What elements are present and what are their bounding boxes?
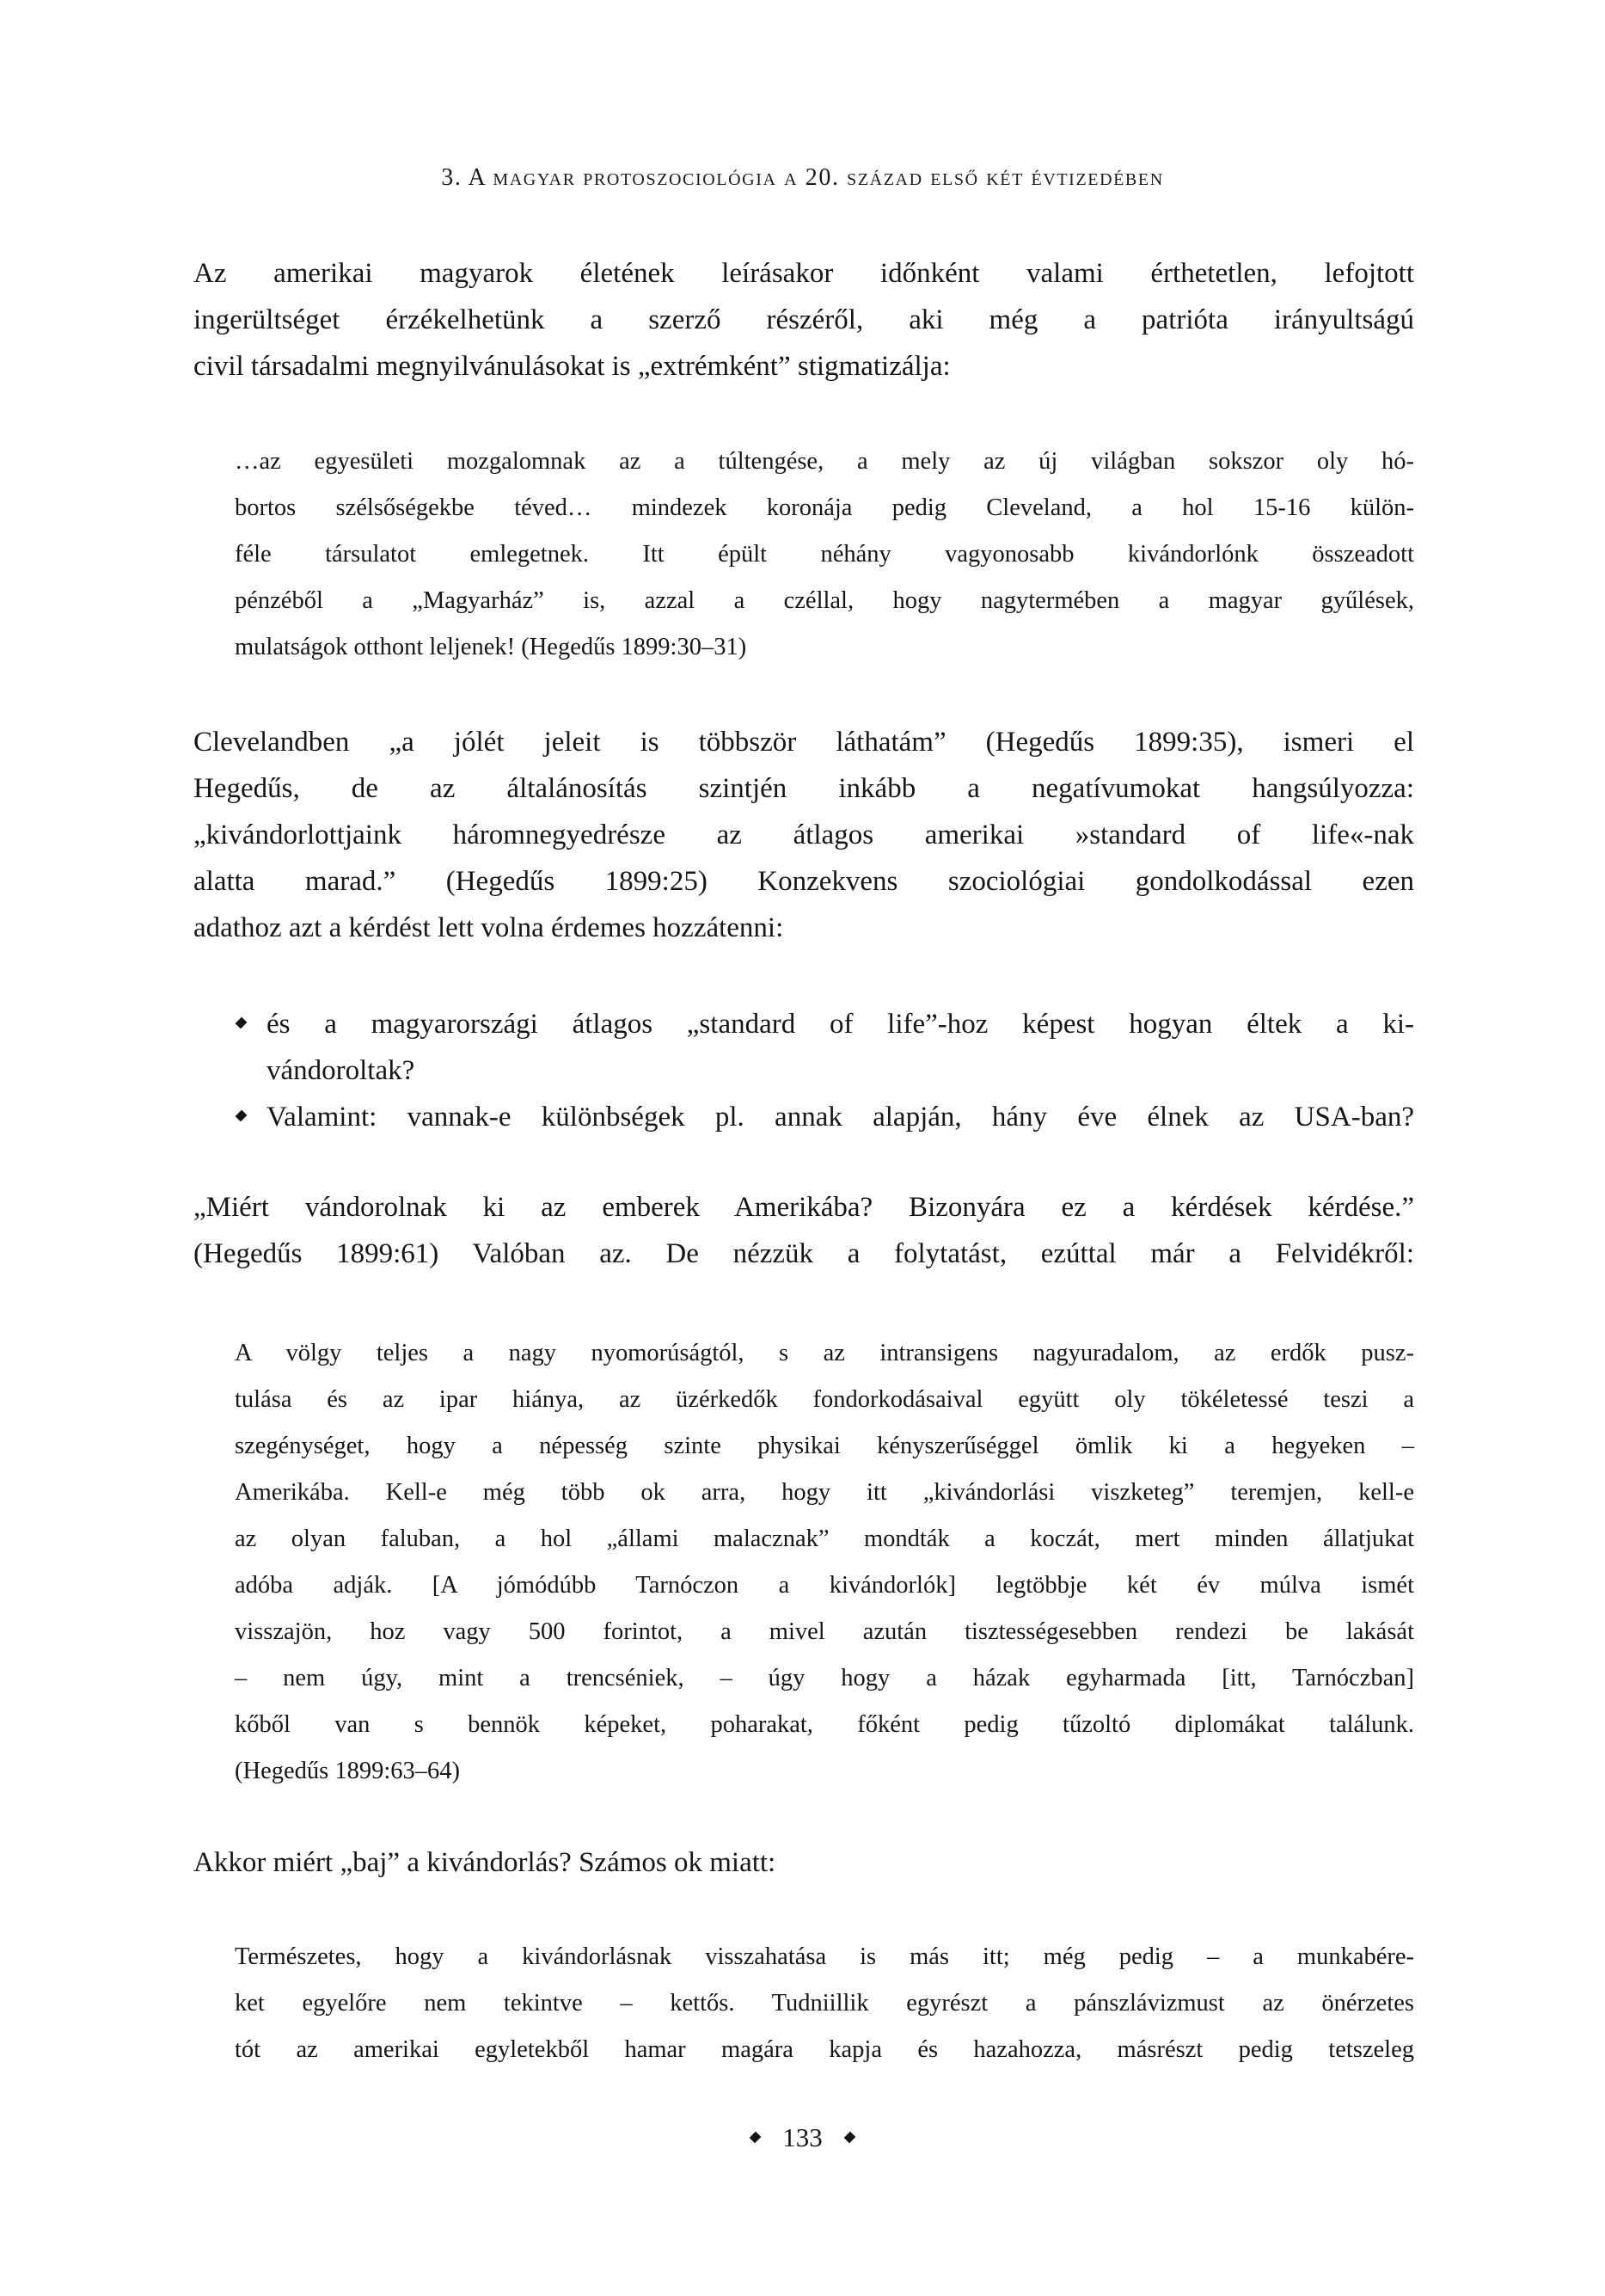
diamond-bullet-icon [236, 1017, 248, 1029]
paragraph-cleveland [193, 719, 1414, 951]
paragraph-intro [193, 250, 1414, 390]
page-number: 133 [782, 2122, 823, 2152]
text-line: kőből van s bennök képeket, poharakat, főként pedig tűzoltó diplomákat találunk. [235, 1711, 1414, 1738]
bullet-list [193, 1001, 1414, 1140]
list-item [193, 1001, 1414, 1094]
text-line: tulása és az ipar hiánya, az üzérkedők fondorkodásaival együtt oly tökéletessé teszi a [235, 1386, 1414, 1413]
text-line: Clevelandben „a jólét jeleit is többször láthatám” (Hegedűs 1899:35), ismeri el [193, 727, 1414, 758]
block-quote-termeszetes [235, 1934, 1414, 2073]
text-line: Valamint: vannak-e különbségek pl. annak alapján, hány éve élnek az USA-ban? [266, 1102, 1414, 1133]
list-item [193, 1094, 1414, 1140]
text-line: bortos szélsőségekbe téved… mindezek koronája pedig Cleveland, a hol 15-16 külön- [235, 494, 1414, 521]
block-quote-hegedus-63-64 [235, 1330, 1414, 1795]
running-header: 3. A magyar protoszociológia a 20. század első két évtizedében [441, 164, 1164, 191]
list-item-text [266, 1094, 1414, 1140]
text-line: pénzéből a „Magyarház” is, azzal a czéllal, hogy nagytermében a magyar gyűlések, [235, 587, 1414, 614]
text-line: vándoroltak? [266, 1055, 415, 1086]
text-line: visszajön, hoz vagy 500 forintot, a mivel azután tisztességesebben rendezi be lakását [235, 1618, 1414, 1645]
text-line: – nem úgy, mint a trencséniek, – úgy hogy a házak egyharmada [itt, Tarnóczban] [235, 1665, 1414, 1691]
text-line: civil társadalmi megnyilvánulásokat is „extrémként” stigmatizálja: [193, 351, 951, 382]
text-line: ket egyelőre nem tekintve – kettős. Tudniillik egyrészt a pánszlávizmust az önérzetes [235, 1990, 1414, 2017]
text-line: A völgy teljes a nagy nyomorúságtól, s az intransigens nagyuradalom, az erdők pusz- [235, 1340, 1414, 1366]
text-line: Amerikába. Kell-e még több ok arra, hogy itt „kivándorlási viszketeg” teremjen, kell-e [235, 1479, 1414, 1506]
diamond-ornament-icon [750, 2132, 762, 2144]
text-line: Akkor miért „baj” a kivándorlás? Számos ok miatt: [193, 1847, 776, 1878]
diamond-ornament-icon [843, 2132, 855, 2144]
paragraph-miert-vandorolnak [193, 1184, 1414, 1277]
text-line: …az egyesületi mozgalomnak az a túltengése, a mely az új világban sokszor oly hó- [235, 448, 1414, 475]
text-line: tót az amerikai egyletekből hamar magára kapja és hazahozza, másrészt pedig tetszeleg [235, 2036, 1414, 2063]
text-line: (Hegedűs 1899:61) Valóban az. De nézzük a folytatást, ezúttal már a Felvidékről: [193, 1238, 1414, 1269]
text-line: Az amerikai magyarok életének leírásakor időnként valami érthetetlen, lefojtott [193, 258, 1414, 289]
page-footer [0, 2124, 1605, 2151]
text-line: Hegedűs, de az általánosítás szintjén inkább a negatívumokat hangsúlyozza: [193, 773, 1414, 804]
block-quote-hegedus-30-31 [235, 439, 1414, 671]
text-line: adathoz azt a kérdést lett volna érdemes hozzátenni: [193, 912, 784, 943]
text-line: szegénységet, hogy a népesség szinte physikai kényszerűséggel ömlik ki a hegyeken – [235, 1433, 1414, 1459]
text-line: az olyan faluban, a hol „állami malacznak” mondták a koczát, mert minden állatjukat [235, 1526, 1414, 1552]
diamond-bullet-icon [236, 1110, 248, 1122]
text-line: (Hegedűs 1899:63–64) [235, 1758, 460, 1784]
text-line: alatta marad.” (Hegedűs 1899:25) Konzekvens szociológiai gondolkodással ezen [193, 866, 1414, 897]
paragraph-akkor-miert [193, 1839, 1414, 1886]
text-line: „Miért vándorolnak ki az emberek Amerikába? Bizonyára ez a kérdések kérdése.” [193, 1192, 1414, 1223]
list-item-text [266, 1001, 1414, 1094]
text-line: „kivándorlottjaink háromnegyedrésze az átlagos amerikai »standard of life«-nak [193, 820, 1414, 850]
text-line: Természetes, hogy a kivándorlásnak visszahatása is más itt; még pedig – a munkabére- [235, 1943, 1414, 1970]
text-line: és a magyarországi átlagos „standard of life”-hoz képest hogyan éltek a ki- [266, 1009, 1414, 1040]
text-line: féle társulatot emlegetnek. Itt épült néhány vagyonosabb kivándorlónk összeadott [235, 541, 1414, 568]
text-line: ingerültséget érzékelhetünk a szerző részéről, aki még a patrióta irányultságú [193, 304, 1414, 335]
text-line: adóba adják. [A jómódúbb Tarnóczon a kivándorlók] legtöbbje két év múlva ismét [235, 1572, 1414, 1599]
text-line: mulatságok otthont leljenek! (Hegedűs 1899:30–31) [235, 634, 747, 660]
